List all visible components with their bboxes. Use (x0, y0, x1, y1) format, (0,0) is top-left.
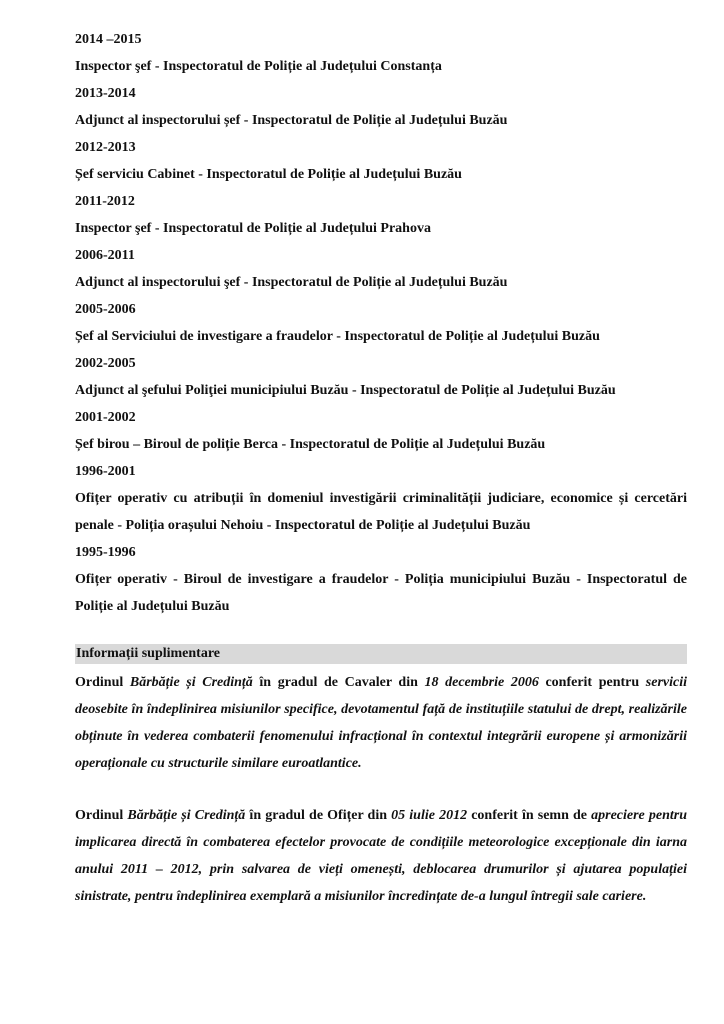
award-text: conferit în semn de (467, 808, 592, 823)
career-period: 1996-2001 (75, 464, 136, 479)
career-period: 2001-2002 (75, 410, 136, 425)
document-page (75, 26, 687, 910)
career-entry (75, 296, 687, 350)
award-order-name: Bărbăție și Credință (127, 808, 246, 823)
career-role: Șef serviciu Cabinet - Inspectoratul de Poliție al Județului Buzău (75, 167, 462, 182)
career-role: Ofițer operativ cu atribuții în domeniul investigării criminalității judiciare, economice și cercetări penale - Poliția orașului Nehoiu - Inspectoratul de Poliție al Județului Buzău (75, 491, 687, 533)
career-role: Adjunct al inspectorului șef - Inspectoratul de Poliție al Județului Buzău (75, 113, 508, 128)
career-role: Șef birou – Biroul de poliție Berca - Inspectoratul de Poliție al Județului Buzău (75, 437, 546, 452)
career-role: Adjunct al şefului Poliţiei municipiului Buzău - Inspectoratul de Poliție al Județului Buzău (75, 383, 616, 398)
career-role: Inspector şef - Inspectoratul de Poliție al Județului Prahova (75, 221, 431, 236)
award-paragraph-cavaler (75, 669, 687, 777)
award-text: în gradul de Ofițer din (245, 808, 392, 823)
career-entry (75, 458, 687, 539)
award-text: conferit pentru (538, 675, 646, 690)
career-period: 2006-2011 (75, 248, 135, 263)
award-text: în gradul de Cavaler din (252, 675, 425, 690)
career-entry (75, 134, 687, 188)
career-entry (75, 242, 687, 296)
career-entry (75, 404, 687, 458)
career-role: Ofițer operativ - Biroul de investigare a fraudelor - Poliția municipiului Buzău - Inspectoratul de Poliție al Județului Buzău (75, 572, 687, 614)
award-text: Ordinul (75, 675, 130, 690)
career-period: 1995-1996 (75, 545, 136, 560)
career-entry (75, 539, 687, 620)
award-order-name: Bărbăție și Credință (129, 675, 253, 690)
career-role: Adjunct al inspectorului şef - Inspectoratul de Poliție al Județului Buzău (75, 275, 508, 290)
career-period: 2011-2012 (75, 194, 135, 209)
career-role: Șef al Serviciului de investigare a fraudelor - Inspectoratul de Poliție al Județului Buzău (75, 329, 600, 344)
career-entry (75, 350, 687, 404)
career-history (75, 26, 687, 620)
award-reason: apreciere pentru implicarea directă în combaterea efectelor provocate de condițiile meteorologice excepționale din iarna anului 2011 – 2012, prin salvarea de vieți omenești, deblocarea drumurilor și ajutarea populației sinistrate, pentru îndeplinirea exemplară a misiunilor încredințate de-a lungul întregii sale cariere. (75, 808, 688, 904)
award-date: 18 decembrie 2006 (424, 675, 539, 690)
award-date: 05 iulie 2012 (391, 808, 468, 823)
career-entry (75, 188, 687, 242)
career-role: Inspector şef - Inspectoratul de Poliție al Județului Constanța (75, 59, 442, 74)
award-reason: servicii deosebite în îndeplinirea misiunilor specifice, devotamentul față de instituțiile statului de drept, realizările obținute în vederea combaterii fenomenului infracțional în contextul integrării europene și armonizării operaționale cu structurile similare euroatlantice. (75, 675, 687, 771)
career-period: 2014 –2015 (75, 32, 142, 47)
section-header-additional-info: Informații suplimentare (75, 644, 687, 664)
career-entry (75, 80, 687, 134)
career-entry (75, 26, 687, 80)
award-text: Ordinul (75, 808, 128, 823)
career-period: 2005-2006 (75, 302, 136, 317)
award-paragraph-ofiter (75, 802, 687, 910)
career-period: 2012-2013 (75, 140, 136, 155)
career-period: 2002-2005 (75, 356, 136, 371)
career-period: 2013-2014 (75, 86, 136, 101)
